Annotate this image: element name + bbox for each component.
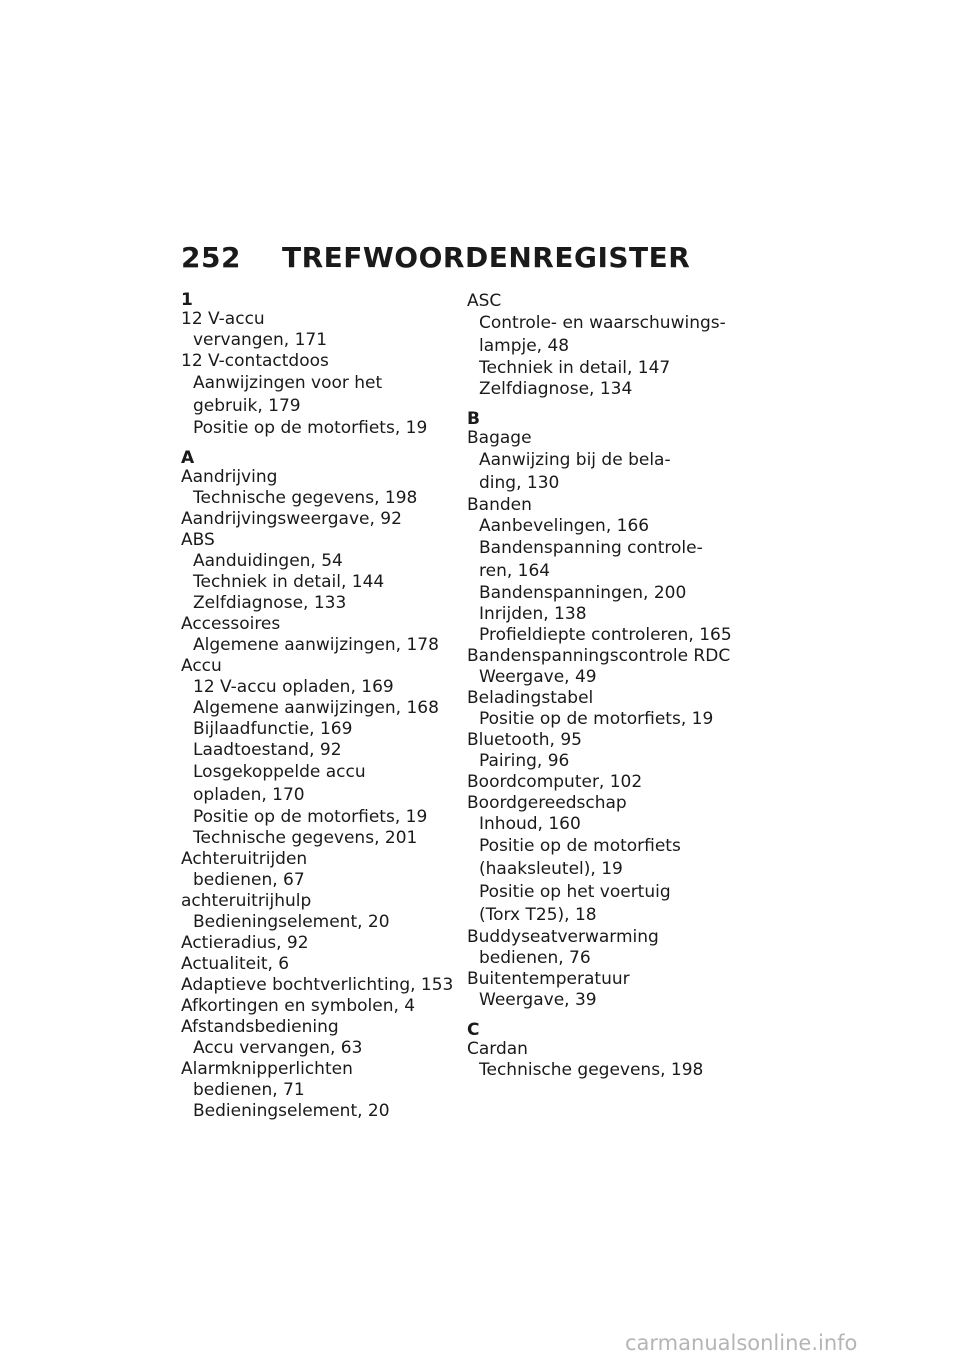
- index-subentry: Algemene aanwijzingen, 168: [193, 698, 439, 718]
- index-term: Buddyseatverwarming: [467, 927, 659, 947]
- index-subentry: lampje, 48: [479, 336, 570, 356]
- index-subentry: Techniek in detail, 144: [193, 572, 385, 592]
- index-subentry: Bijlaadfunctie, 169: [193, 719, 353, 739]
- index-term: Boordgereedschap: [467, 793, 627, 813]
- section-letter: C: [467, 1020, 480, 1040]
- index-entry: [467, 428, 757, 495]
- index-subentry: bedienen, 76: [479, 948, 591, 968]
- page-number: 252: [181, 241, 241, 274]
- index-subentry: Algemene aanwijzingen, 178: [193, 635, 439, 655]
- index-subentry: Weergave, 49: [479, 667, 597, 687]
- index-term: ASC: [467, 291, 502, 311]
- index-subentry: ren, 164: [479, 561, 551, 581]
- index-subentry: Aanbevelingen, 166: [479, 516, 650, 536]
- index-subentry: Technische gegevens, 201: [193, 828, 418, 848]
- index-entry: [181, 849, 471, 891]
- index-term: Afstandsbediening: [181, 1017, 339, 1037]
- index-term: Boordcomputer, 102: [467, 772, 643, 792]
- index-subentry: Aanwijzingen voor het: [193, 373, 383, 393]
- index-entry: [467, 793, 757, 927]
- index-entry: [467, 291, 757, 400]
- index-entry: [467, 969, 757, 1011]
- index-term: Bandenspanningscontrole RDC: [467, 646, 731, 666]
- index-term: 12 V-contactdoos: [181, 351, 329, 371]
- index-subentry: Positie op de motorfiets, 19: [193, 807, 428, 827]
- index-entry: [181, 467, 471, 509]
- index-entry: [467, 495, 757, 646]
- index-entry: [181, 309, 471, 351]
- index-subentry: bedienen, 67: [193, 870, 305, 890]
- index-subentry: Aanduidingen, 54: [193, 551, 343, 571]
- index-subentry: Bandenspanning controle-: [479, 538, 703, 558]
- index-entry: [467, 772, 757, 793]
- page-title: TREFWOORDENREGISTER: [282, 241, 691, 274]
- index-term: achteruitrijhulp: [181, 891, 312, 911]
- index-subentry: Positie op de motorfiets: [479, 836, 681, 856]
- index-term: Afkortingen en symbolen, 4: [181, 996, 416, 1016]
- index-subentry: Zelfdiagnose, 133: [193, 593, 347, 613]
- index-subentry: Aanwijzing bij de bela-: [479, 450, 671, 470]
- index-entry: [181, 614, 471, 656]
- index-entry: [467, 1039, 757, 1081]
- index-subentry: Profieldiepte controleren, 165: [479, 625, 732, 645]
- index-term: Cardan: [467, 1039, 528, 1059]
- index-subentry: opladen, 170: [193, 785, 305, 805]
- index-entry: [181, 1017, 471, 1059]
- index-entry: [181, 933, 471, 954]
- index-term: Bagage: [467, 428, 532, 448]
- index-column-right: [467, 291, 757, 1081]
- index-entry: [181, 530, 471, 614]
- index-entry: [467, 688, 757, 730]
- index-subentry: Controle- en waarschuwings-: [479, 313, 726, 333]
- section-letter: B: [467, 409, 480, 429]
- index-term: Beladingstabel: [467, 688, 594, 708]
- index-term: Actualiteit, 6: [181, 954, 290, 974]
- index-subentry: Pairing, 96: [479, 751, 570, 771]
- index-subentry: bedienen, 71: [193, 1080, 305, 1100]
- index-term: Aandrijving: [181, 467, 278, 487]
- index-subentry: Weergave, 39: [479, 990, 597, 1010]
- index-entry: [467, 927, 757, 969]
- index-entry: [181, 1059, 471, 1122]
- index-term: Achteruitrijden: [181, 849, 308, 869]
- index-entry: [181, 891, 471, 933]
- index-term: Actieradius, 92: [181, 933, 309, 953]
- index-entry: [467, 646, 757, 688]
- index-entry: [181, 996, 471, 1017]
- index-term: Bluetooth, 95: [467, 730, 582, 750]
- index-term: Adaptieve bochtverlichting, 153: [181, 975, 454, 995]
- index-term: Accu: [181, 656, 222, 676]
- index-subentry: Technische gegevens, 198: [479, 1060, 704, 1080]
- index-subentry: (haaksleutel), 19: [479, 859, 623, 879]
- index-subentry: Positie op de motorfiets, 19: [479, 709, 714, 729]
- index-entry: [181, 975, 471, 996]
- section-letter: A: [181, 448, 195, 468]
- index-term: Banden: [467, 495, 532, 515]
- index-entry: [467, 730, 757, 772]
- index-subentry: 12 V-accu opladen, 169: [193, 677, 394, 697]
- index-entry: [181, 954, 471, 975]
- index-subentry: Positie op het voertuig: [479, 882, 671, 902]
- index-subentry: Bedieningselement, 20: [193, 1101, 390, 1121]
- index-column-left: [181, 291, 471, 1122]
- index-term: Accessoires: [181, 614, 281, 634]
- index-term: 12 V-accu: [181, 309, 265, 329]
- page-header: [181, 241, 690, 274]
- index-term: Buitentemperatuur: [467, 969, 630, 989]
- index-subentry: Technische gegevens, 198: [193, 488, 418, 508]
- index-term: Aandrijvingsweergave, 92: [181, 509, 402, 529]
- index-subentry: Bedieningselement, 20: [193, 912, 390, 932]
- index-subentry: Bandenspanningen, 200: [479, 583, 687, 603]
- index-subentry: Techniek in detail, 147: [479, 358, 671, 378]
- section-letter: 1: [181, 290, 193, 310]
- index-entry: [181, 656, 471, 849]
- index-entry: [181, 509, 471, 530]
- index-subentry: Zelfdiagnose, 134: [479, 379, 633, 399]
- index-subentry: vervangen, 171: [193, 330, 328, 350]
- index-subentry: Positie op de motorfiets, 19: [193, 418, 428, 438]
- index-subentry: Laadtoestand, 92: [193, 740, 342, 760]
- index-subentry: (Torx T25), 18: [479, 905, 597, 925]
- index-subentry: Losgekoppelde accu: [193, 762, 366, 782]
- index-subentry: Accu vervangen, 63: [193, 1038, 363, 1058]
- index-subentry: Inhoud, 160: [479, 814, 581, 834]
- index-subentry: Inrijden, 138: [479, 604, 587, 624]
- index-entry: [181, 351, 471, 439]
- index-subentry: ding, 130: [479, 473, 560, 493]
- index-term: ABS: [181, 530, 215, 550]
- index-subentry: gebruik, 179: [193, 396, 301, 416]
- watermark-text: carmanualsonline.info: [625, 1331, 858, 1355]
- index-term: Alarmknipperlichten: [181, 1059, 353, 1079]
